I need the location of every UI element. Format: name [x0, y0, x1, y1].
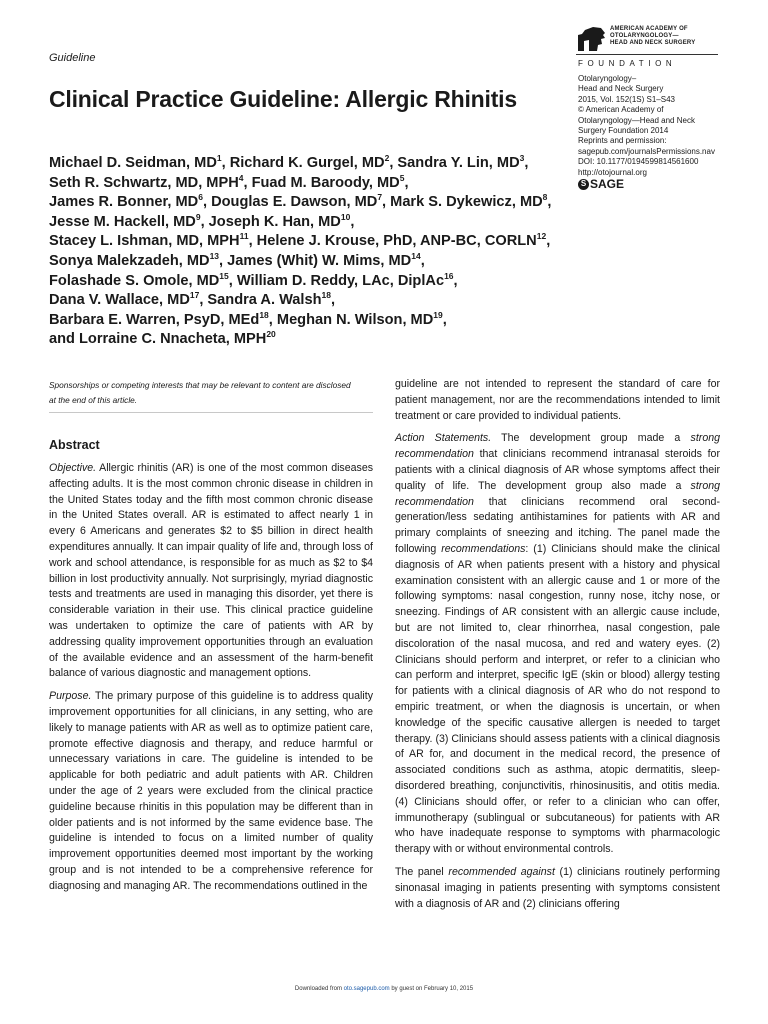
aao-hns-foundation-logo: [576, 26, 726, 68]
action-text: that clinicians recommend intranasal steroids for patients with a clinical diagnosis of AR whose symptoms affect their quality of life. The development group also made a: [395, 448, 720, 492]
footer-link[interactable]: oto.sagepub.com: [343, 986, 390, 992]
author-line: [49, 252, 551, 272]
author-name: Barbara E. Warren, PsyD, MEd: [49, 311, 260, 328]
author-name: , Joseph K. Han, MD: [200, 213, 341, 230]
author-name: ,: [546, 233, 551, 250]
journal-url-link[interactable]: http://otojournal.org: [578, 167, 647, 177]
footer-text: Downloaded from: [294, 986, 342, 992]
author-name: , Richard K. Gurgel, MD: [221, 155, 385, 171]
author-name: Sonya Malekzadeh, MD: [49, 252, 210, 269]
author-line: [49, 272, 551, 292]
author-name: , William D. Reddy, LAc, DiplAc: [228, 272, 445, 289]
author-name: Folashade S. Omole, MD: [49, 272, 220, 289]
objective-label: Objective.: [49, 462, 97, 474]
action-label: Action Statements.: [395, 432, 492, 445]
affiliation-number: 4: [238, 172, 244, 183]
author-name: , Sandra Y. Lin, MD: [389, 155, 520, 171]
author-name: , Douglas E. Dawson, MD: [202, 194, 378, 211]
affiliation-number: 3: [519, 153, 525, 163]
panel-paragraph: [395, 865, 720, 912]
author-list: [49, 154, 551, 350]
author-line: [49, 311, 551, 331]
panel-text: (1) clinicians routinely performing sinonasal imaging in patients presenting with symptoms consistent with a diagnosis of AR and (2) clinicians offering: [395, 865, 720, 910]
objective-text: Allergic rhinitis (AR) is one of the most common diseases affecting adults. It is the most common chronic disease in children in the United States today and the fifth most common chronic disease in the United States overall. AR is estimated to affect nearly 1 in every 6 Americans and generates $2 to $5 billion in direct health expenditures annually. It can impair quality of life and, through loss of work and school attendance, is responsible for as much as $2 to $4 billion in lost productivity annually. Not surprisingly, myriad diagnostic tests and treatments are used in managing this disorder, yet there is considerable variation in their use. This clinical practice guideline was undertaken to optimize the care of patients with AR by addressing quality improvement opportunities through an evaluation of the available evidence and an assessment of the harm-benefit balance of various diagnostic and management options.: [49, 462, 374, 680]
journal-line: Otolaryngology–: [578, 74, 637, 83]
affiliation-number: 18: [259, 309, 269, 320]
footer-text: by guest on February 10, 2015: [391, 986, 474, 992]
author-line: [49, 330, 551, 350]
author-line: [49, 174, 551, 194]
author-name: ,: [524, 155, 529, 171]
action-text: : (1) Clinicians should make the clinical diagnosis of AR when patients present with a history and physical examination consistent with an allergic cause and 1 or more of the following symptoms: nasal congestion, runny nose, itchy nose, or sneezing. Findings of AR consistent with an allergic cause include, but are not limited to, clear rhinorrhea, nasal congestion, pale discoloration of the nasal mucosa, and red and watery eyes. (2) Clinicians should perform and interpret, or refer to a clinician who can perform and interpret, specific IgE (skin or blood) allergy testing for patients with a clinical diagnosis of AR who do not respond to empiric treatment, or when the diagnosis is uncertain, or when knowledge of the specific causative allergen is needed to target therapy. (3) Clinicians should assess patients with a clinical diagnosis of AR for, and document in the medical record, the presence of associated conditions such as asthma, atopic dermatitis, sleep-disordered breathing, conjunctivitis, rhinosinusitis, and otitis media. (4) Clinicians should offer, or refer to a clinician who can offer, immunotherapy (sublingual or subcutaneous) for patients with AR who have inadequate response to symptoms with pharmacologic therapy with or without environmental controls.: [395, 542, 720, 856]
author-name: Jesse M. Hackell, MD: [49, 213, 196, 230]
affiliation-number: 7: [377, 192, 383, 203]
author-name: Seth R. Schwartz, MD, MPH: [49, 174, 239, 191]
divider: [49, 412, 373, 413]
journal-line: Surgery Foundation 2014: [578, 126, 669, 136]
affiliation-number: 12: [536, 231, 547, 242]
author-line: [49, 232, 551, 252]
author-name: , James (Whit) W. Mims, MD: [219, 252, 412, 269]
purpose-text: The primary purpose of this guideline is to address quality improvement opportunities for all clinicians, in any setting, who are likely to manage patients with AR as well as to optimize patient care, promote effective diagnosis and therapy, and reduce harmful or unnecessary variations in care. The guideline is intended to be applicable for both pediatric and adult patients with AR. Children under the age of 2 years were excluded from the clinical practice guideline because rhinitis in this population may be different than in older patients and is not informed by the same evidence base. The guideline is intended to focus on a limited number of quality improvement opportunities deemed most important by the working group and is not intended to be a comprehensive reference for diagnosing and managing AR. The recommendations outlined in the: [49, 690, 373, 892]
sage-logo: [578, 179, 738, 190]
affiliation-number: 10: [340, 211, 351, 222]
author-name: , Meghan N. Wilson, MD: [268, 311, 434, 328]
action-text: The development group made a: [501, 432, 681, 445]
sponsorship-note: Sponsorships or competing interests that may be relevant to content are disclosed at the end of this article.: [49, 380, 351, 405]
author-name: ,: [404, 174, 409, 191]
affiliation-number: 20: [266, 329, 276, 340]
logo-foundation: FOUNDATION: [578, 59, 677, 68]
author-name: , Sandra A. Walsh: [199, 292, 322, 309]
affiliation-number: 17: [189, 290, 200, 301]
affiliation-number: 14: [411, 250, 421, 261]
affiliation-number: 2: [384, 153, 390, 163]
sage-wordmark: SAGE: [590, 177, 625, 192]
strong-recommendation: strong recommendation: [395, 432, 720, 461]
author-name: ,: [442, 311, 447, 328]
affiliation-number: 8: [542, 192, 548, 203]
affiliation-number: 5: [399, 172, 405, 183]
abstract-heading: Abstract: [49, 438, 100, 452]
author-line: [49, 193, 551, 213]
affiliation-number: 9: [195, 211, 201, 222]
author-name: ,: [420, 252, 425, 269]
author-name: James R. Bonner, MD: [49, 194, 199, 211]
author-name: , Helene J. Krouse, PhD, ANP-BC, CORLN: [248, 233, 537, 250]
affiliation-number: 16: [444, 270, 454, 281]
journal-line: Reprints and permission:: [578, 136, 667, 146]
author-name: and Lorraine C. Nnacheta, MPH: [49, 331, 267, 348]
affiliation-number: 19: [433, 309, 443, 320]
download-footer: [0, 986, 768, 992]
head-silhouette-icon: [576, 26, 606, 52]
section-label: Guideline: [49, 52, 96, 64]
author-line: [49, 213, 551, 233]
author-name: ,: [330, 292, 336, 309]
purpose-paragraph: [49, 689, 373, 894]
author-name: ,: [453, 272, 458, 289]
logo-line-2: OTOLARYNGOLOGY—: [610, 33, 679, 39]
author-line: [49, 154, 551, 174]
author-line: [49, 291, 551, 311]
journal-info: [578, 74, 738, 190]
affiliation-number: 1: [216, 153, 222, 163]
journal-line: Head and Neck Surgery: [578, 84, 664, 94]
logo-line-3: HEAD AND NECK SURGERY: [610, 40, 696, 46]
abstract-right-column: [395, 377, 720, 919]
doi-link[interactable]: DOI: 10.1177/0194599814561600: [578, 157, 699, 167]
affiliation-number: 13: [209, 250, 220, 261]
purpose-label: Purpose.: [49, 690, 92, 703]
affiliation-number: 15: [219, 270, 229, 281]
author-name: Dana V. Wallace, MD: [49, 292, 190, 309]
author-name: , Fuad M. Baroody, MD: [243, 174, 400, 191]
article-title: Clinical Practice Guideline: Allergic Rhinitis: [49, 86, 517, 112]
author-name: , Mark S. Dykewicz, MD: [382, 194, 543, 211]
author-name: Stacey L. Ishman, MD, MPH: [49, 233, 240, 250]
action-statements-paragraph: [395, 431, 720, 858]
abstract-left-column: [49, 461, 373, 902]
action-text: that clinicians recommend oral second-generation/less sedating antihistamines for patients with AR and primary complaints of sneezing and itching. The panel made the following: [395, 495, 720, 555]
author-name: Michael D. Seidman, MD: [49, 155, 217, 171]
strong-recommendation: strong recommendation: [395, 479, 720, 508]
recommended-against-term: recommended against: [448, 865, 555, 878]
affiliation-number: 18: [321, 290, 331, 301]
sage-mark-icon: S: [578, 179, 589, 190]
journal-line: © American Academy of: [578, 105, 664, 115]
recommendations-term: recommendations: [441, 542, 526, 555]
affiliation-number: 6: [198, 192, 203, 203]
affiliation-number: 11: [239, 231, 249, 242]
panel-text: The panel: [395, 865, 444, 878]
purpose-continued: guideline are not intended to represent the standard of care for patient management, nor are the recommendations intended to limit treatment or care provided to individual patients.: [395, 378, 720, 422]
logo-divider: [576, 54, 718, 55]
objective-paragraph: [49, 461, 373, 682]
permissions-link[interactable]: sagepub.com/journalsPermissions.nav: [578, 146, 715, 156]
author-name: ,: [350, 213, 355, 230]
journal-line: Otolaryngology—Head and Neck: [578, 115, 695, 125]
author-name: ,: [547, 194, 552, 211]
journal-line: 2015, Vol. 152(1S) S1–S43: [578, 94, 675, 104]
logo-line-1: AMERICAN ACADEMY OF: [610, 26, 688, 32]
